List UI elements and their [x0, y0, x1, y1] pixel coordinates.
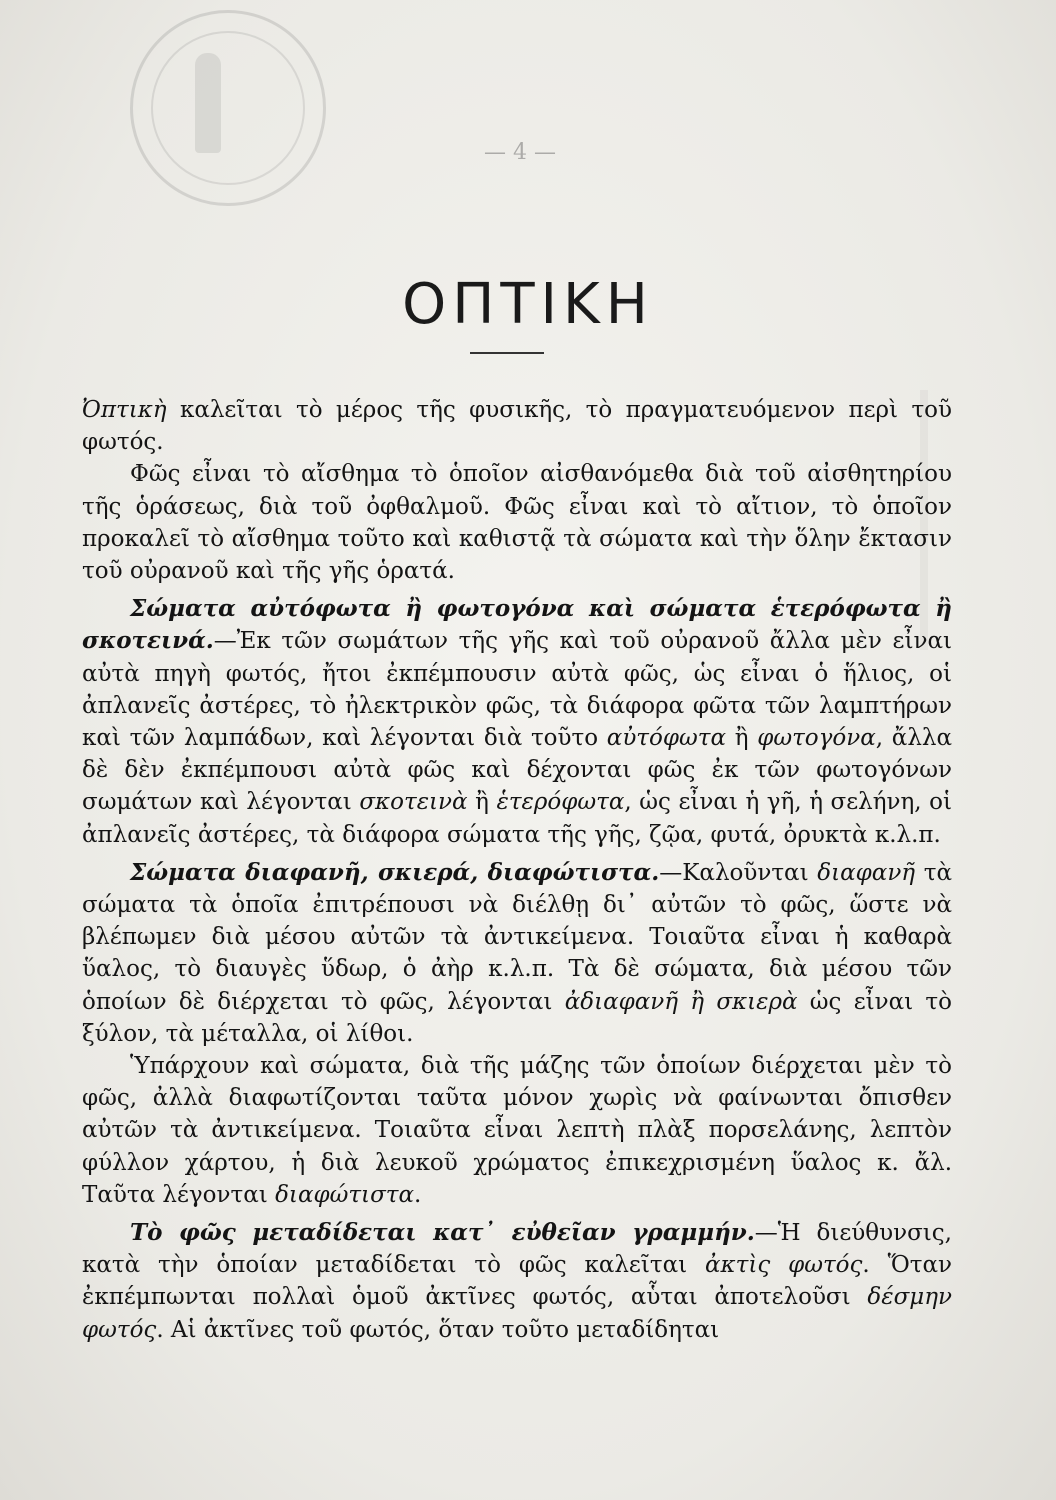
paragraph-luminous-bodies	[82, 593, 952, 851]
text: Ὑπάρχουν καὶ σώματα, διὰ τῆς μάζης τῶν ὁποίων διέρχεται μὲν τὸ φῶς, ἀλλὰ διαφωτίζονται ταῦτα μόνον χωρὶς νὰ φαίνωνται ὄπισθεν αὐτῶν τὰ ἀντικείμενα. Τοιαῦτα εἶναι λεπτὴ πλὰξ πορσελάνης, λεπτὸν φύλλον χάρτου, ἡ διὰ λευκοῦ χρώματος ἐπικεχρισμένη ὕαλος κ. ἄλ. Ταῦτα λέγονται	[82, 1053, 952, 1208]
italic-term: φωτογόνα	[757, 725, 876, 752]
italic-term: ἀκτὶς φωτός	[705, 1252, 863, 1279]
italic-term: διαφανῆ	[817, 859, 916, 886]
text: ἢ	[467, 789, 497, 816]
text: . Ὅταν ἐκπέμπωνται πολλαὶ ὁμοῦ ἀκτῖνες φωτός, αὗται ἀποτελοῦσι	[82, 1252, 952, 1311]
paragraph-optics	[82, 394, 952, 458]
text: τὰ σώματα τὰ ὁποῖα ἐπιτρέπουσι νὰ διέλθῃ δι᾿ αὐτῶν τὸ φῶς, ὥστε νὰ βλέπωμεν διὰ μέσου αὐτῶν τὰ ἀντικείμενα. Τοιαῦτα εἶναι ἡ καθαρὰ ὕαλος, τὸ διαυγὲς ὕδωρ, ὁ ἀὴρ κ.λ.π. Τὰ δὲ σώματα, διὰ μέσου τῶν ὁποίων δὲ διέρχεται τὸ φῶς, λέγονται	[82, 859, 952, 1015]
stamp-inner-ring	[151, 31, 305, 185]
paragraph-translucent-bodies	[82, 1050, 952, 1211]
paragraph-transparent-bodies	[82, 857, 952, 1050]
page-number: — 4 —	[484, 140, 556, 165]
text: Φῶς εἶναι τὸ αἴσθημα τὸ ὁποῖον αἰσθανόμεθα διὰ τοῦ αἰσθητηρίου τῆς ὁράσεως, διὰ τοῦ ὀφθαλμοῦ. Φῶς εἶναι καὶ τὸ αἴτιον, τὸ ὁποῖον προκαλεῖ τὸ αἴσθημα τοῦτο καὶ καθιστᾷ τὰ σώματα καὶ τὴν ὅλην ἔκτασιν τοῦ οὐρανοῦ καὶ τῆς γῆς ὁρατά.	[82, 461, 952, 585]
text: ὡς εἶναι τὸ ξύλον, τὰ μέταλλα, οἱ λίθοι.	[82, 988, 952, 1047]
page-title: ΟΠΤΙΚΗ	[402, 272, 654, 337]
title-rule	[470, 352, 544, 354]
section-heading: Σώματα διαφανῆ, σκιερά, διαφώτιστα.	[130, 858, 660, 886]
text: , ὡς εἶναι ἡ γῆ, ἡ σελήνη, οἱ ἀπλανεῖς ἀστέρες, τὰ διάφορα σώματα τῆς γῆς, ζῷα, φυτά, ὀρυκτὰ κ.λ.π.	[82, 789, 953, 848]
section-heading: Σώματα αὐτόφωτα ἢ φωτογόνα καὶ σώματα ἑτερόφωτα ἢ σκοτεινά.	[82, 595, 952, 655]
text: , ἄλλα δὲ δὲν ἐκπέμπουσι αὐτὰ φῶς καὶ δέχονται φῶς ἐκ τῶν φωτογόνων σωμάτων καὶ λέγονται	[82, 725, 953, 816]
italic-term: δέσμην φωτός	[82, 1284, 952, 1343]
text: ἢ	[726, 725, 758, 752]
paragraph-light	[82, 458, 952, 587]
stamp-figure	[195, 53, 221, 153]
text: —Ἐκ τῶν σωμάτων τῆς γῆς καὶ τοῦ οὐρανοῦ ἄλλα μὲν εἶναι αὐτὰ πηγὴ φωτός, ἤτοι ἐκπέμπουσιν αὐτὰ φῶς, ὡς εἶναι ὁ ἥλιος, οἱ ἀπλανεῖς ἀστέρες, τὸ ἠλεκτρικὸν φῶς, τὰ διάφορα φῶτα τῶν λαμπτήρων καὶ τῶν λαμπάδων, καὶ λέγονται διὰ τοῦτο	[82, 628, 952, 752]
section-heading: Τὸ φῶς μεταδίδεται κατ᾿ εὐθεῖαν γραμμήν.	[130, 1219, 755, 1247]
paragraph-rectilinear-propagation	[82, 1217, 952, 1346]
text: . Αἱ ἀκτῖνες τοῦ φωτός, ὅταν τοῦτο μεταδίδηται	[156, 1316, 720, 1343]
text: καλεῖται τὸ μέρος τῆς φυσικῆς, τὸ πραγματευόμενον περὶ τοῦ φωτός.	[82, 397, 952, 456]
italic-term: σκοτεινὰ	[359, 789, 468, 816]
italic-term: διαφώτιστα	[275, 1181, 415, 1208]
text: —Ἡ διεύθυνσις, κατὰ τὴν ὁποίαν μεταδίδεται τὸ φῶς καλεῖται	[82, 1220, 952, 1279]
term-optics: Ὀπτικὴ	[82, 397, 167, 423]
italic-term: ἑτερόφωτα	[496, 789, 625, 816]
text: .	[414, 1181, 422, 1208]
body-text	[82, 394, 952, 1346]
italic-term: ἀδιαφανῆ ἢ σκιερὰ	[564, 988, 798, 1015]
text: —Καλοῦνται	[659, 859, 818, 886]
library-stamp	[130, 10, 326, 206]
italic-term: αὐτόφωτα	[606, 725, 726, 752]
